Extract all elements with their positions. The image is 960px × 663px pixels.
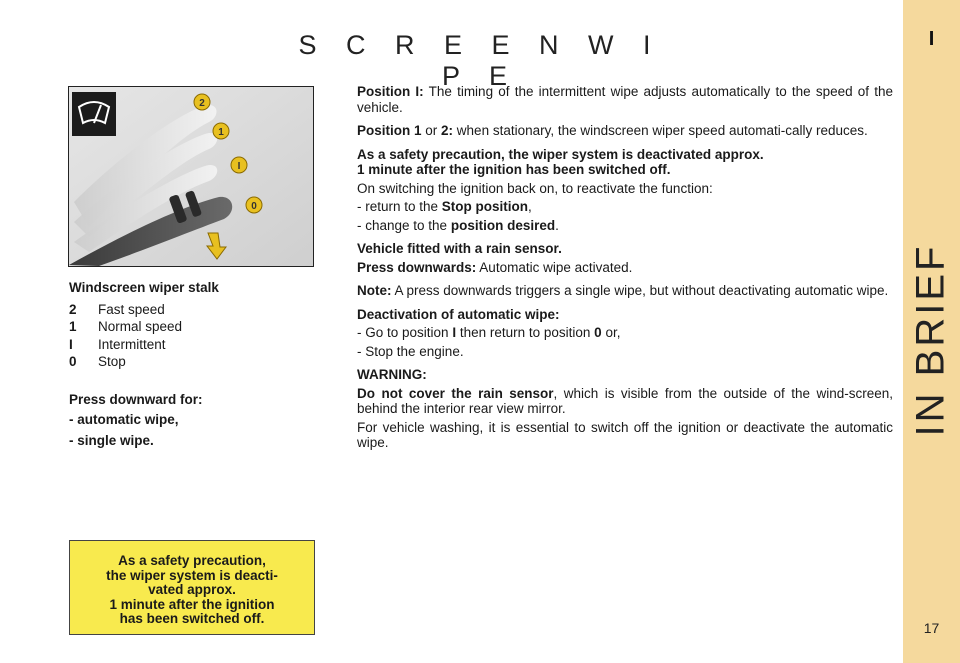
position-i-text: The timing of the intermittent wipe adjusts automatically to the speed of the vehicle. [357, 84, 894, 115]
legend-key: 2 [69, 301, 77, 317]
legend-text: Stop [98, 354, 126, 369]
note-label: Note: [357, 283, 392, 298]
legend-item [69, 353, 319, 371]
press-downward-heading: Press downward for: [69, 391, 203, 407]
position-0-ref: 0 [594, 325, 602, 340]
warning-line: the wiper system is deacti- [106, 567, 278, 583]
wiper-stalk-illustration [68, 86, 314, 267]
stop-engine-item: - Stop the engine. [357, 343, 464, 359]
position-i-ref: I [452, 325, 457, 340]
press-downwards-paragraph [357, 260, 893, 276]
return-stop-item [357, 199, 893, 215]
note-paragraph [357, 283, 893, 299]
safety-paragraph [357, 147, 893, 178]
washing-paragraph: For vehicle washing, it is essential to switch off the ignition or deactivate the automatic wipe. [357, 419, 893, 450]
warning-line: vated approx. [148, 582, 236, 597]
press-downwards-text: Automatic wipe activated. [476, 259, 633, 275]
warning-line: As a safety precaution, [118, 553, 266, 568]
legend-text: Fast speed [98, 301, 165, 317]
change-position-item [357, 218, 893, 234]
page-title: S C R E E N W I P E [298, 30, 662, 91]
position-i-paragraph [357, 84, 893, 115]
stop-position-label: Stop position [441, 199, 529, 214]
cover-sensor-label: Do not cover the rain sensor [357, 385, 554, 401]
callout-2 [194, 94, 210, 110]
wiper-symbol [72, 92, 116, 136]
item-prefix: - Go to position [357, 325, 453, 340]
callout-0 [246, 197, 262, 213]
page-number: 17 [923, 620, 940, 636]
item-prefix: - return to the [357, 199, 442, 214]
cover-sensor-paragraph [357, 386, 893, 417]
safety-warning-box [69, 540, 315, 635]
legend-key: 1 [69, 319, 77, 334]
item-suffix: . [555, 217, 559, 233]
position-desired-label: position desired [450, 217, 556, 233]
position-1-label: Position 1 [357, 123, 422, 138]
item-suffix: , [528, 199, 532, 214]
legend-key: I [69, 336, 73, 352]
safety-line: As a safety precaution, the wiper system is deactivated approx. [357, 146, 764, 162]
press-downward-item: - automatic wipe, [69, 412, 179, 427]
chapter-title: IN BRIEF [908, 243, 953, 437]
position-1-2-paragraph [357, 123, 893, 139]
callout-0-label: 0 [251, 201, 257, 212]
press-downward-item: - single wipe. [69, 432, 154, 448]
callout-i-label: I [237, 161, 241, 172]
goto-position-item [357, 325, 893, 341]
legend-key: 0 [69, 354, 77, 369]
callout-i [231, 157, 247, 173]
cover-sensor-text: , which is visible from the outside of the wind-screen, behind the interior rear view mirror. [357, 385, 893, 416]
safety-line: 1 minute after the ignition has been switched off. [357, 162, 671, 177]
legend-item [69, 318, 319, 336]
note-text: A press downwards triggers a single wipe, but without deactivating automatic wipe. [391, 283, 889, 298]
callout-2-label: 2 [199, 98, 205, 109]
position-i-label: Position I: [357, 84, 424, 99]
callout-1 [213, 123, 229, 139]
warning-line: has been switched off. [119, 611, 265, 626]
item-suffix: or, [601, 325, 621, 340]
callout-1-label: 1 [218, 127, 224, 138]
item-mid: then return to position [456, 325, 595, 340]
legend-item [69, 301, 319, 319]
legend-item [69, 336, 319, 354]
rain-sensor-heading: Vehicle fitted with a rain sensor. [357, 241, 562, 256]
chapter-numeral: I [928, 28, 935, 50]
chapter-sidebar [903, 0, 960, 663]
deactivation-heading: Deactivation of automatic wipe: [357, 306, 560, 322]
stalk-legend-heading: Windscreen wiper stalk [69, 280, 219, 295]
position-1-2-text: when stationary, the windscreen wiper speed automati-cally reduces. [453, 123, 868, 138]
legend-text: Normal speed [98, 319, 183, 334]
warning-heading: WARNING: [357, 367, 427, 382]
stalk-legend [69, 279, 319, 452]
switching-text: On switching the ignition back on, to reactivate the function: [357, 180, 713, 196]
press-downwards-label: Press downwards: [357, 259, 477, 275]
or-text: or [421, 123, 442, 138]
main-text [357, 84, 893, 459]
legend-text: Intermittent [98, 336, 166, 352]
position-2-label: 2: [441, 123, 454, 138]
press-downward-section [69, 391, 319, 450]
warning-line: 1 minute after the ignition [109, 596, 275, 612]
item-prefix: - change to the [357, 217, 451, 233]
